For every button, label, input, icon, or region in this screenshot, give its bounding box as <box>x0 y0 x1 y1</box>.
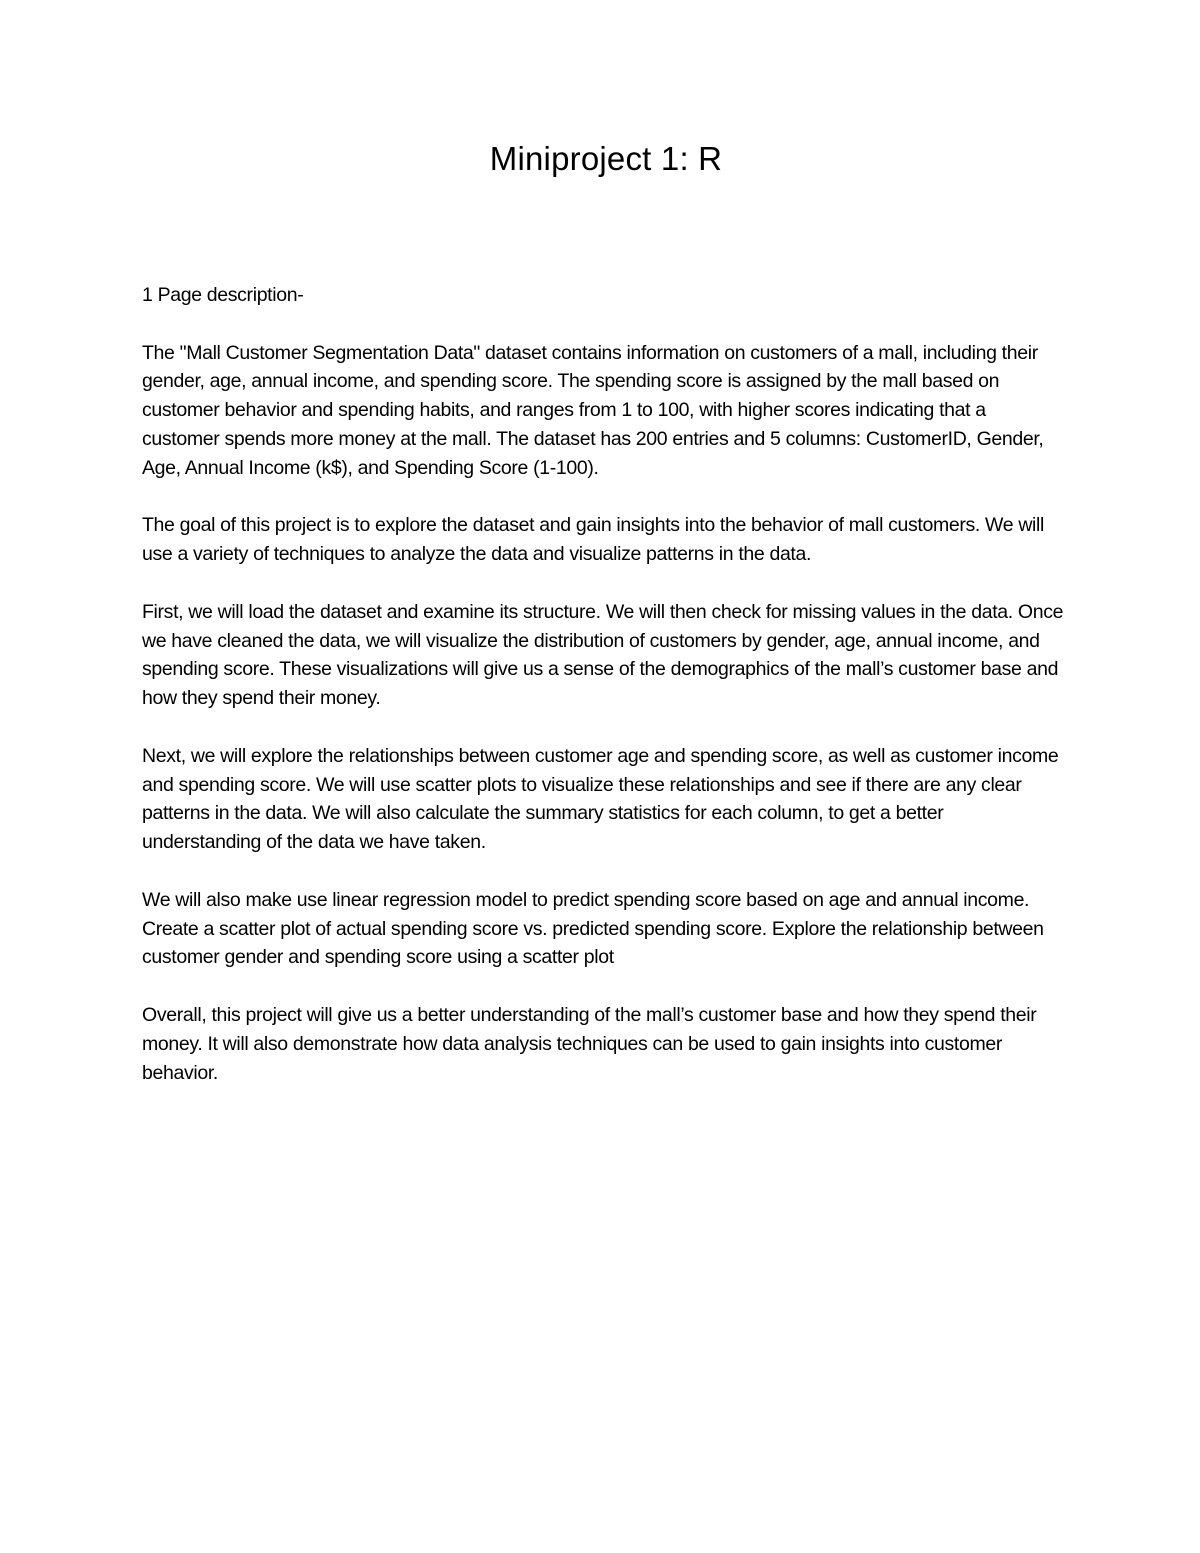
paragraph-conclusion: Overall, this project will give us a better understanding of the mall’s customer base and how they spend their money. It will also demonstrate how data analysis techniques can be used to gain insights into customer behavior. <box>142 1003 1037 1084</box>
paragraph-data-loading: First, we will load the dataset and examine its structure. We will then check for missing values in the data. Once we have cleaned the data, we will visualize the distribution of customers by gender, age, annual income, and spending score. These visualizations will give us a sense of the demographics of the mall’s customer base and how they spend their money. <box>142 600 1064 710</box>
document-title: Miniproject 1: R <box>489 140 723 177</box>
section-heading: 1 Page description- <box>142 284 304 306</box>
document-body <box>142 281 1067 1116</box>
paragraph-regression: We will also make use linear regression model to predict spending score based on age and annual income. Create a scatter plot of actual spending score vs. predicted spending score. Explore the relationship between customer gender and spending score using a scatter plot <box>142 888 1044 969</box>
paragraph-project-goal: The goal of this project is to explore the dataset and gain insights into the behavior of mall customers. We will use a variety of techniques to analyze the data and visualize patterns in the data. <box>142 514 1045 566</box>
paragraph-dataset-description: The "Mall Customer Segmentation Data" dataset contains information on customers of a mall, including their gender, age, annual income, and spending score. The spending score is assigned by the mall based on customer behavior and spending habits, and ranges from 1 to 100, with higher scores indicating that a customer spends more money at the mall. The dataset has 200 entries and 5 columns: CustomerID, Gender, Age, Annual Income (k$), and Spending Score (1-100). <box>142 341 1044 479</box>
paragraph-relationships: Next, we will explore the relationships between customer age and spending score, as well as customer income and spending score. We will use scatter plots to visualize these relationships and see if there are any clear patterns in the data. We will also calculate the summary statistics for each column, to get a better understanding of the data we have taken. <box>142 744 1059 854</box>
